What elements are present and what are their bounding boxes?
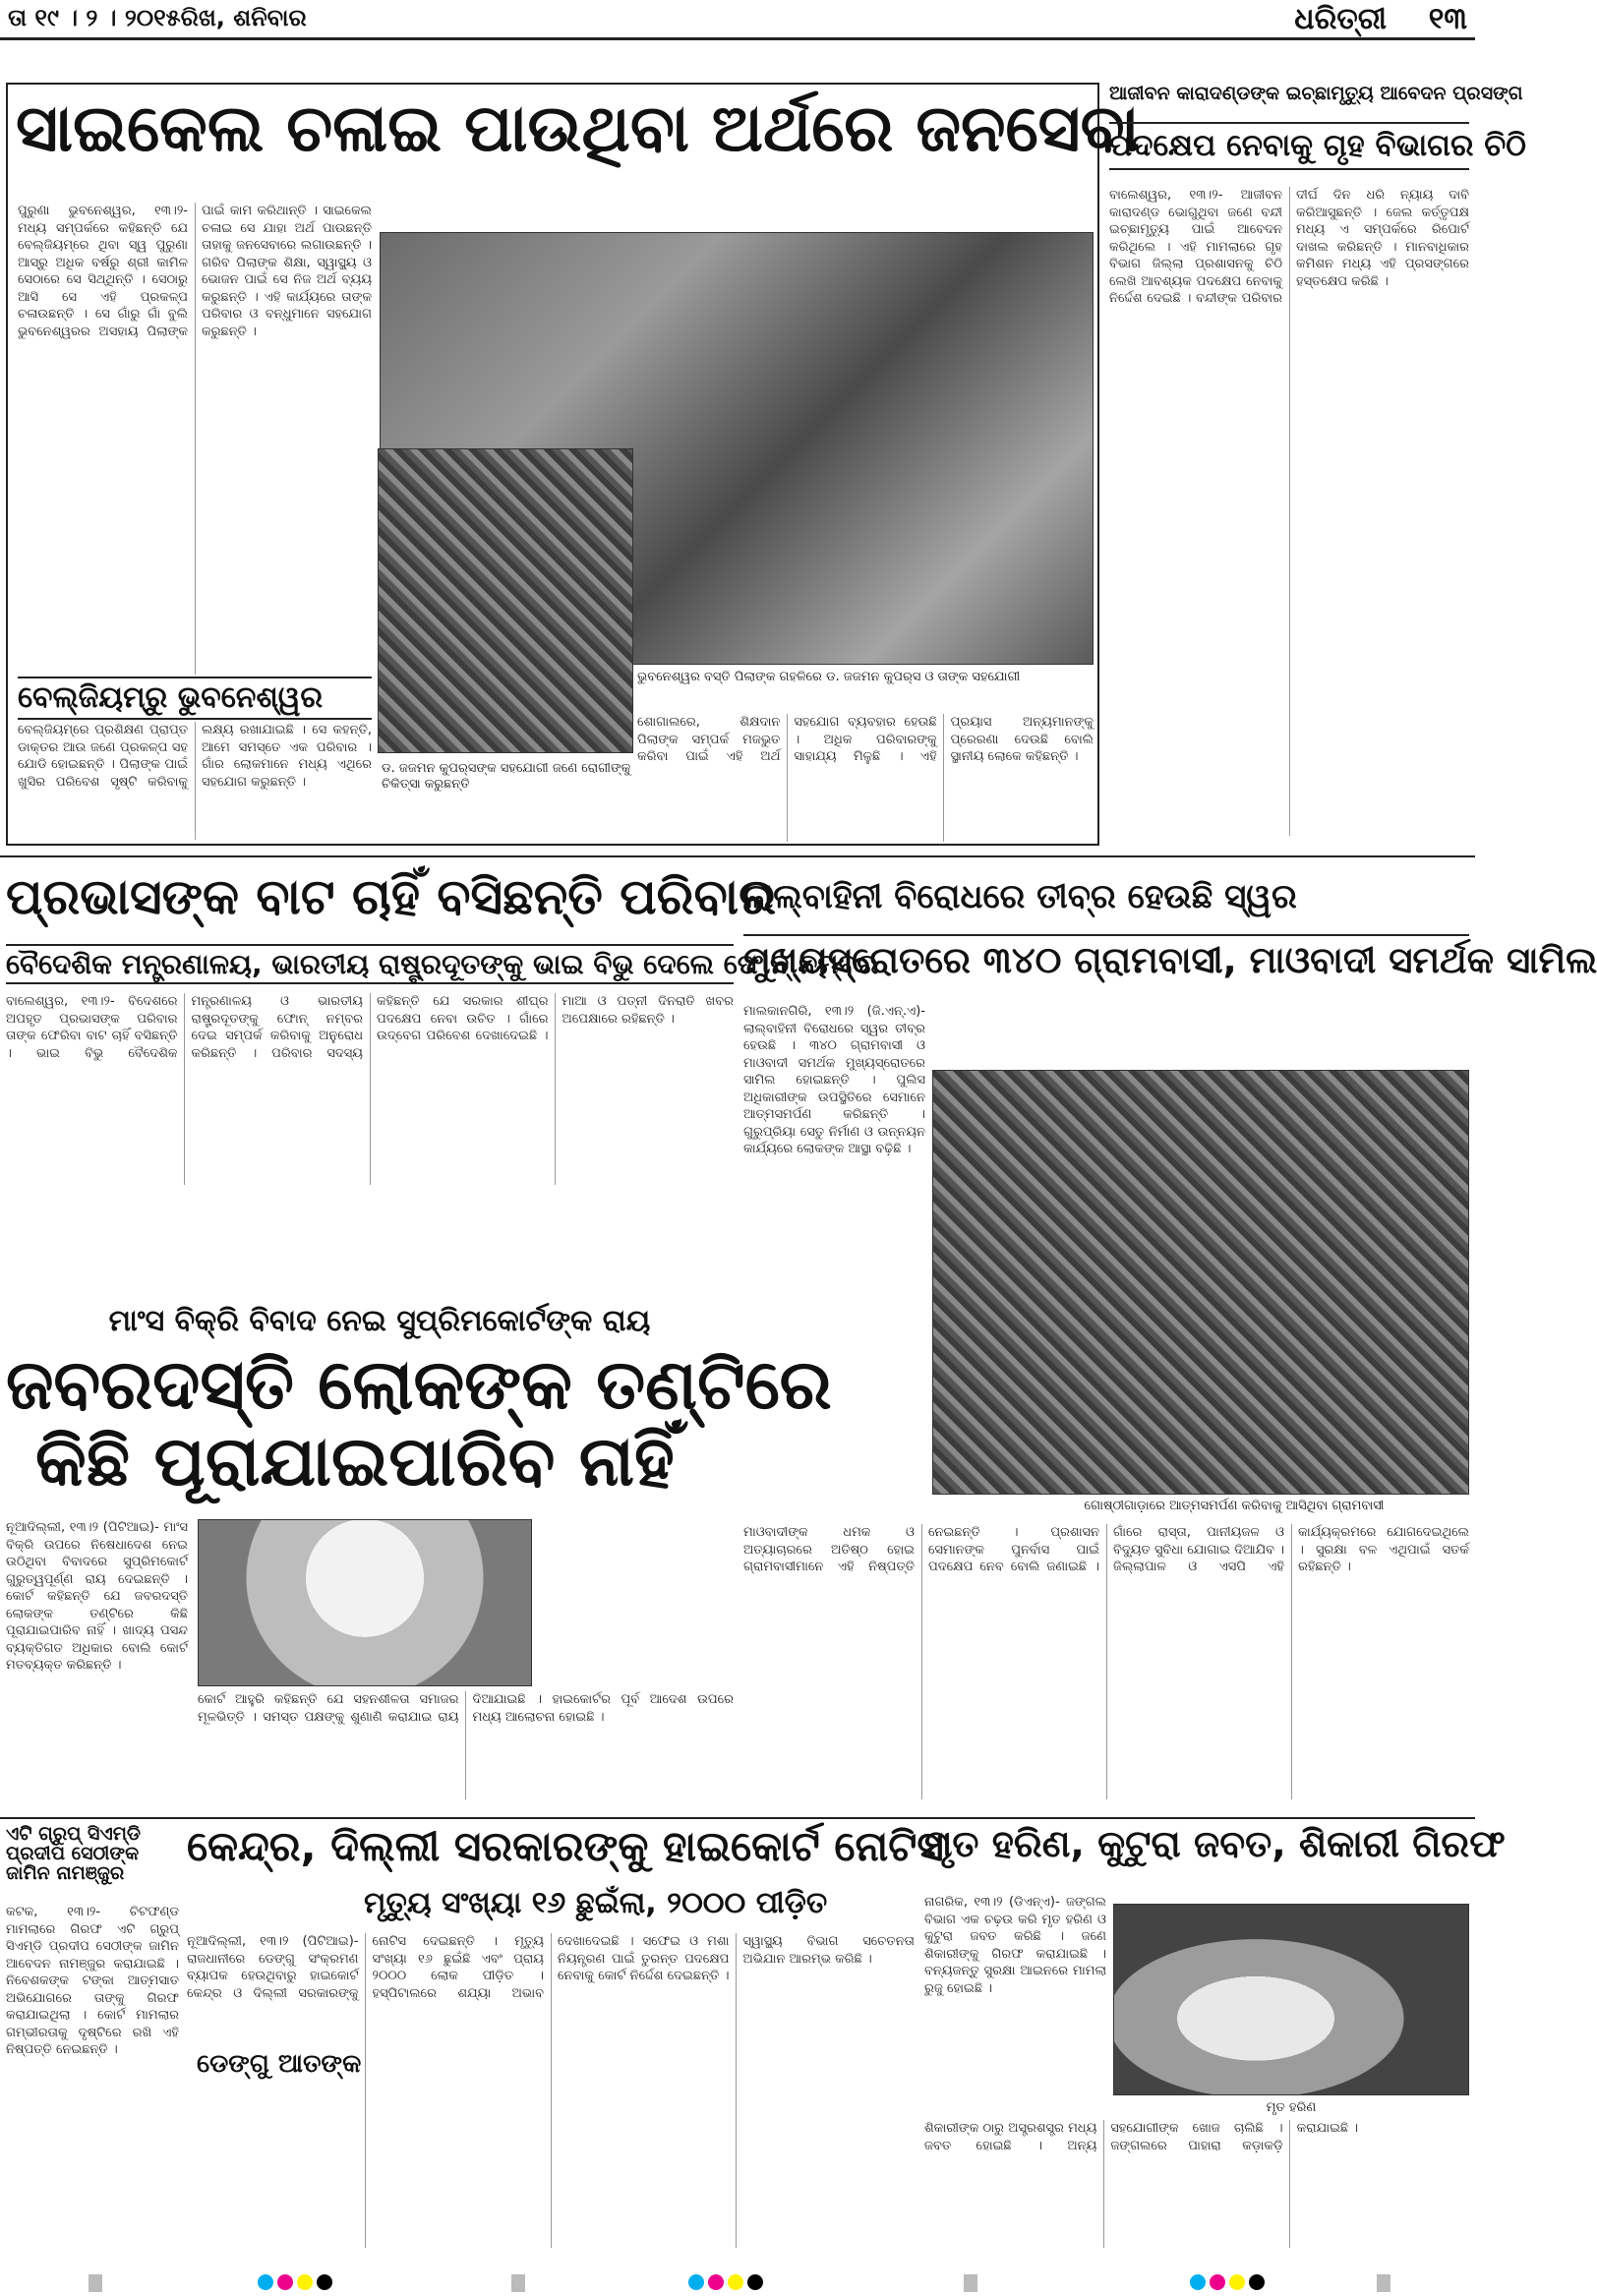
sc-kicker: ମାଂସ ବିକ୍ରି ବିବାଦ ନେଇ ସୁପ୍ରିମକୋର୍ଟଙ୍କ ରାୟ [108, 1304, 651, 1338]
header-date: ତା ୧୯ । ୨ । ୨୦୧୫ରିଖ, ଶନିବାର [8, 4, 307, 31]
sc-headline-line1: ଜବରଦସ୍ତି ଲୋକଙ୍କ ତଣ୍ଟିରେ [6, 1344, 832, 1425]
dengue-box-title: ଡେଙ୍ଗୁ ଆତଙ୍କ [197, 2049, 362, 2079]
maoist-body-2: ମାଓବାଦୀଙ୍କ ଧମକ ଓ ଅତ୍ୟାଚାରରେ ଅତିଷ୍ଠ ହୋଇ ଗ୍ରାମବାସୀମାନେ ଏହି ନିଷ୍ପତ୍ତି ନେଇଛନ୍ତି । ପ୍ରଶାସନ ସେମାନଙ୍କ ପୁନର୍ବାସ ପାଇଁ ପଦକ୍ଷେପ ନେବ ବୋଲି ଜଣାଇଛି । ଗାଁରେ ରାସ୍ତା, ପାନୀୟଜଳ ଓ ବିଦ୍ୟୁତ ସୁବିଧା ଯୋଗାଇ ଦିଆଯିବ । ଜିଲ୍ଲାପାଳ ଓ ଏସପି ଏହି କାର୍ଯ୍ୟକ୍ରମରେ ଯୋଗଦେଇଥିଲେ । ସୁରକ୍ଷା ବଳ ଏଥିପାଇଁ ସତର୍କ ରହିଛନ୍ତି । [743, 1525, 1469, 1574]
section-rule-1 [0, 855, 1475, 857]
deer-headline: ମୃତ ହରିଣ, କୁଟୁରା ଜବତ, ଶିକାରୀ ଗିରଫ [924, 1822, 1506, 1865]
home-dept-kicker: ଆଜୀବନ କାରାଦଣ୍ଡଙ୍କ ଇଚ୍ଛାମୃତ୍ୟୁ ଆବେଦନ ପ୍ରସଙ୍ଗ [1109, 83, 1523, 104]
section-rule-2 [0, 1817, 1475, 1819]
dengue-body: ନୂଆଦିଲ୍ଲୀ, ୧୩।୨ (ପିଟିଆଇ)- ରାଜଧାନୀରେ ଡେଙ୍ଗୁ ସଂକ୍ରମଣ ବ୍ୟାପକ ହେଉଥିବାରୁ ହାଇକୋର୍ଟ କେନ୍ଦ୍ର ଓ ଦିଲ୍ଲୀ ସରକାରଙ୍କୁ ନୋଟିସ ଦେଇଛନ୍ତି । ମୃତ୍ୟୁ ସଂଖ୍ୟା ୧୬ ଛୁଇଁଛି ଏବଂ ପ୍ରାୟ ୨୦୦୦ ଲୋକ ପୀଡ଼ିତ । ହସ୍ପିଟାଲରେ ଶଯ୍ୟା ଅଭାବ ଦେଖାଦେଇଛି । ସଫେଇ ଓ ମଶା ନିୟନ୍ତ୍ରଣ ପାଇଁ ତୁରନ୍ତ ପଦକ୍ଷେପ ନେବାକୁ କୋର୍ଟ ନିର୍ଦ୍ଦେଶ ଦେଇଛନ୍ତି । ସ୍ୱାସ୍ଥ୍ୟ ବିଭାଗ ସଚେତନତା ଅଭିଯାନ ଆରମ୍ଭ କରିଛି । [187, 1934, 915, 2001]
dengue-subhead: ମୃତ୍ୟୁ ସଂଖ୍ୟା ୧୬ ଛୁଇଁଲା, ୨୦୦୦ ପୀଡ଼ିତ [364, 1886, 828, 1920]
maoist-photo-caption: ଗୋଷ୍ଠୀଗାଡ଼ାରେ ଆତ୍ମସମର୍ପଣ କରିବାକୁ ଆସିଥିବା ଗ୍ରାମବାସୀ [1084, 1499, 1385, 1513]
maoist-headline: ମୁଖ୍ୟସ୍ରୋତରେ ୩୪୦ ଗ୍ରାମବାସୀ, ମାଓବାଦୀ ସମର୍ଥକ ସାମିଲ [743, 934, 1469, 980]
sc-body-right: କୋର୍ଟ ଆହୁରି କହିଛନ୍ତି ଯେ ସହନଶୀଳତା ସମାଜର ମୂଳଭିତ୍ତି । ସମସ୍ତ ପକ୍ଷଙ୍କୁ ଶୁଣାଣି କରାଯାଇ ରାୟ ଦିଆଯାଇଛି । ହାଇକୋର୍ଟର ପୂର୍ବ ଆଦେଶ ଉପରେ ମଧ୍ୟ ଆଲୋଚନା ହୋଇଛି । [198, 1692, 734, 1725]
cycling-headline: ସାଇକେଲ ଚଳାଇ ପାଉଥିବା ଅର୍ଥରେ ଜନସେବା [16, 90, 1140, 166]
deer-body-1: ନାଗରିକ, ୧୩।୨ (ଡିଏନ୍‌ଏ)- ଜଙ୍ଗଲ ବିଭାଗ ଏକ ଚଢ଼ଉ କରି ମୃତ ହରିଣ ଓ କୁଟୁରା ଜବତ କରିଛି । ଜଣେ ଶିକାରୀଙ୍କୁ ଗିରଫ କରାଯାଇଛି । ବନ୍ୟଜନ୍ତୁ ସୁରକ୍ଷା ଆଇନରେ ମାମଲା ରୁଜୁ ହୋଇଛି । [924, 1895, 1106, 1996]
header-rule [0, 37, 1475, 40]
at-group-body: କଟକ, ୧୩।୨- ଚିଟଫଣ୍ଡ ମାମଲାରେ ଗିରଫ ଏଟି ଗ୍ରୁପ୍ ସିଏମ୍‌ଡି ପ୍ରଦୀପ ସେଠୀଙ୍କ ଜାମିନ ଆବେଦନ ନାମଞ୍ଜୁର କରାଯାଇଛି । ନିବେଶକଙ୍କ ଟଙ୍କା ଆତ୍ମସାତ ଅଭିଯୋଗରେ ତାଙ୍କୁ ଗିରଫ କରାଯାଇଥିଲା । କୋର୍ଟ ମାମଲାର ଗମ୍ଭୀରତାକୁ ଦୃଷ୍ଟିରେ ରଖି ଏହି ନିଷ୍ପତ୍ତି ନେଇଛନ୍ତି । [6, 1905, 179, 2057]
deer-photo [1113, 1904, 1469, 2095]
at-group-headline: ଏଟି ଗ୍ରୁପ୍ ସିଏମ୍‌ଡି ପ୍ରଦୀପ ସେଠୀଙ୍କ ଜାମିନ ନାମଞ୍ଜୁର [6, 1823, 141, 1884]
deer-photo-caption: ମୃତ ହରିଣ [1266, 2100, 1317, 2115]
cycling-body-right: ଶୋଗାଲରେ, ଶିକ୍ଷଦାନ ପିଲାଙ୍କ ସମ୍ପର୍କ ମଜଭୁତ କରିବା ପାଇଁ ଏହି ଅର୍ଥ ସହଯୋଗ ବ୍ୟବହାର ହେଉଛି । ଅଧିକ ପରିବାରଙ୍କୁ ସାହାଯ୍ୟ ମିଳୁଛି । ଏହି ପ୍ରୟାସ ଅନ୍ୟମାନଙ୍କୁ ପ୍ରେରଣା ଦେଉଛି ବୋଲି ସ୍ଥାନୀୟ ଲୋକେ କହିଛନ୍ତି । [637, 715, 1094, 764]
story-supreme-court [6, 1298, 832, 1809]
deer-body-2: ଶିକାରୀଙ୍କ ଠାରୁ ଅସ୍ତ୍ରଶସ୍ତ୍ର ମଧ୍ୟ ଜବତ ହୋଇଛି । ଅନ୍ୟ ସହଯୋଗୀଙ୍କ ଖୋଜ ଚାଲିଛି । ଜଙ୍ଗଲରେ ପାହାରା କଡ଼ାକଡ଼ି କରାଯାଇଛି । [924, 2121, 1359, 2153]
cycling-photo-caption: ଭୁବନେଶ୍ୱର ବସ୍ତି ପିଲାଙ୍କ ଗହଳିରେ ଡ. ଜଜମନ କୁପର୍‌ସ ଓ ତାଙ୍କ ସହଯୋଗୀ [637, 670, 1021, 684]
sc-headline-line2: କିଛି ପୂରାଯାଇପାରିବ ନାହିଁ [35, 1421, 675, 1501]
prabhas-body: ବାଲେଶ୍ୱର, ୧୩।୨- ବିଦେଶରେ ଅପହୃତ ପ୍ରଭାସଙ୍କ ପରିବାର ତାଙ୍କ ଫେରିବା ବାଟ ଚାହିଁ ବସିଛନ୍ତି । ଭାଇ ବିଭୁ ବୈଦେଶିକ ମନ୍ତ୍ରଣାଳୟ ଓ ଭାରତୀୟ ରାଷ୍ଟ୍ରଦୂତଙ୍କୁ ଫୋନ୍ ନମ୍ବର ଦେଇ ସମ୍ପର୍କ କରିବାକୁ ଅନୁରୋଧ କରିଛନ୍ତି । ପରିବାର ସଦସ୍ୟ କହିଛନ୍ତି ଯେ ସରକାର ଶୀଘ୍ର ପଦକ୍ଷେପ ନେବା ଉଚିତ । ଗାଁରେ ଉଦ୍‌ବେଗ ପରିବେଶ ଦେଖାଦେଇଛି । ମାଆ ଓ ପତ୍ନୀ ଦିନରାତି ଖବର ଅପେକ୍ଷାରେ ରହିଛନ୍ତି । [6, 994, 734, 1061]
story-maoist [743, 865, 1597, 1809]
maoist-photo-villagers [932, 1070, 1469, 1495]
story-at-group [6, 1825, 179, 2258]
newspaper-logo: ଧରିତ୍ରୀ [1294, 2, 1387, 36]
story-home-dept [1109, 83, 1526, 846]
story-cycling-service [6, 83, 1140, 846]
sc-body-left: ନୂଆଦିଲ୍ଲୀ, ୧୩।୨ (ପିଟିଆଇ)- ମାଂସ ବିକ୍ରି ଉପରେ ନିଷେଧାଦେଶ ନେଇ ଉଠିଥିବା ବିବାଦରେ ସୁପ୍ରିମକୋର୍ଟ ଗୁରୁତ୍ୱପୂର୍ଣ୍ଣ ରାୟ ଦେଇଛନ୍ତି । କୋର୍ଟ କହିଛନ୍ତି ଯେ ଜବରଦସ୍ତି ଲୋକଙ୍କ ତଣ୍ଟିରେ କିଛି ପୂରାଯାଇପାରିବ ନାହିଁ । ଖାଦ୍ୟ ପସନ୍ଦ ବ୍ୟକ୍ତିଗତ ଅଧିକାର ବୋଲି କୋର୍ଟ ମତବ୍ୟକ୍ତ କରିଛନ୍ତି । [6, 1520, 188, 1673]
cycling-photo-patient [378, 448, 633, 753]
dengue-headline: କେନ୍ଦ୍ର, ଦିଲ୍ଲୀ ସରକାରଙ୍କୁ ହାଇକୋର୍ଟ ନୋଟିସ [187, 1822, 944, 1870]
home-dept-body: ବାଲେଶ୍ୱର, ୧୩।୨- ଆଜୀବନ କାରାଦଣ୍ଡ ଭୋଗୁଥିବା ଜଣେ ବନ୍ଦୀ ଇଚ୍ଛାମୃତ୍ୟୁ ପାଇଁ ଆବେଦନ କରିଥିଲେ । ଏହି ମାମଲାରେ ଗୃହ ବିଭାଗ ଜିଲ୍ଲା ପ୍ରଶାସନକୁ ଚିଠି ଲେଖି ଆବଶ୍ୟକ ପଦକ୍ଷେପ ନେବାକୁ ନିର୍ଦ୍ଦେଶ ଦେଇଛି । ବନ୍ଦୀଙ୍କ ପରିବାର ଦୀର୍ଘ ଦିନ ଧରି ନ୍ୟାୟ ଦାବି କରିଆସୁଛନ୍ତି । ଜେଲ କର୍ତ୍ତୃପକ୍ଷ ମଧ୍ୟ ଏ ସମ୍ପର୍କରେ ରିପୋର୍ଟ ଦାଖଲ କରିଛନ୍ତି । ମାନବାଧିକାର କମିଶନ ମଧ୍ୟ ଏହି ପ୍ରସଙ୍ଗରେ ହସ୍ତକ୍ଷେପ କରିଛି । [1109, 188, 1469, 306]
story-dengue [187, 1822, 944, 2258]
maoist-body-1: ମାଲକାନଗିରି, ୧୩।୨ (ଜି.ଏନ୍.ଏ)- ଲାଲ୍‌ବାହିନୀ ବିରୋଧରେ ସ୍ୱର ତୀବ୍ର ହେଉଛି । ୩୪୦ ଗ୍ରାମବାସୀ ଓ ମାଓବାଦୀ ସମର୍ଥକ ମୁଖ୍ୟସ୍ରୋତରେ ସାମିଲ ହୋଇଛନ୍ତି । ପୁଲିସ ଅଧିକାରୀଙ୍କ ଉପସ୍ଥିତିରେ ସେମାନେ ଆତ୍ମସମର୍ପଣ କରିଛନ୍ତି । ଗୁରୁପ୍ରିୟା ସେତୁ ନିର୍ମାଣ ଓ ଉନ୍ନୟନ କାର୍ଯ୍ୟରେ ଲୋକଙ୍କ ଆସ୍ଥା ବଢ଼ିଛି । [743, 1004, 925, 1156]
print-registration-bar [0, 2274, 1475, 2292]
home-dept-headline: ପଦକ୍ଷେପ ନେବାକୁ ଗୃହ ବିଭାଗର ଚିଠି [1109, 122, 1469, 170]
prabhas-headline: ପ୍ରଭାସଙ୍କ ବାଟ ଚାହିଁ ବସିଛନ୍ତି ପରିବାର [6, 868, 776, 925]
cycling-body-bottom: ବେଲ୍‌ଜିୟମ୍‌ରେ ପ୍ରଶିକ୍ଷଣ ପ୍ରାପ୍ତ ଡାକ୍ତର ଆଉ ଜଣେ ପ୍ରକଳ୍ପ ସହ ଯୋଡି ହୋଇଛନ୍ତି । ପିଲାଙ୍କ ପାଇଁ ଖୁସିର ପରିବେଶ ସୃଷ୍ଟି କରିବାକୁ ଲକ୍ଷ୍ୟ ରଖାଯାଇଛି । ସେ କହନ୍ତି, ଆମେ ସମସ୍ତେ ଏକ ପରିବାର । ଗାଁର ଲୋକମାନେ ମଧ୍ୟ ଏଥିରେ ସହଯୋଗ କରୁଛନ୍ତି । [18, 723, 372, 790]
cycling-subhead: ବେଲ୍‌ଜିୟମ୍‌ରୁ ଭୁବନେଶ୍ୱର [18, 677, 372, 720]
cycling-body-left: ପୁରୁଣା ଭୁବନେଶ୍ୱର, ୧୩।୨- ମଧ୍ୟ ସମ୍ପର୍କରେ କହିଛନ୍ତି ଯେ ବେଲ୍‌ଜିୟମ୍‌ରେ ଥିବା ସ୍ୱ ପୁରୁଣା ଆସ୍ରୁ ଅଧିକ ବର୍ଷରୁ ଶ୍ରୀ କାମିଳ ସେଠାରେ ସେ ସିଥ୍‌ଥିନ୍ତି । ସେଠାରୁ ଆସି ସେ ଏହି ପ୍ରକଳ୍ପ ଚଳାଉଛନ୍ତି । ସେ ଗାଁରୁ ଗାଁ ବୁଲି ଭୁବନେଶ୍ୱରର ଅସହାୟ ପିଲାଙ୍କ ପାଇଁ କାମ କରିଥାନ୍ତି । ସାଇକେଲ ଚଳାଇ ସେ ଯାହା ଅର୍ଥ ପାଉଛନ୍ତି ତାହାକୁ ଜନସେବାରେ ଲଗାଉଛନ୍ତି । ଗରିବ ପିଲାଙ୍କ ଶିକ୍ଷା, ସ୍ୱାସ୍ଥ୍ୟ ଓ ଭୋଜନ ପାଇଁ ସେ ନିଜ ଅର୍ଥ ବ୍ୟୟ କରୁଛନ୍ତି । ଏହି କାର୍ଯ୍ୟରେ ତାଙ୍କ ପରିବାର ଓ ବନ୍ଧୁମାନେ ସହଯୋଗ କରୁଛନ୍ତି । [18, 204, 372, 339]
page-number: ୧୩ [1428, 2, 1467, 36]
sc-photo-court [198, 1519, 532, 1686]
cycling-photo2-caption: ଡ. ଜଜମନ କୁପର୍‌ସଙ୍କ ସହଯୋଗୀ ଜଣେ ରୋଗୀଙ୍କୁ ଚିକିତ୍ସା କରୁଛନ୍ତି [382, 761, 631, 792]
maoist-kicker: ଲାଲ୍‌ବାହିନୀ ବିରୋଧରେ ତୀବ୍ର ହେଉଛି ସ୍ୱର [743, 877, 1297, 916]
prabhas-subhead: ବୈଦେଶିକ ମନ୍ତ୍ରଣାଳୟ, ଭାରତୀୟ ରାଷ୍ଟ୍ରଦୂତଙ୍କୁ ଭାଇ ବିଭୁ ଦେଲେ ଫୋନ୍ ନମ୍ବର [6, 944, 734, 984]
story-deer [924, 1822, 1506, 2258]
